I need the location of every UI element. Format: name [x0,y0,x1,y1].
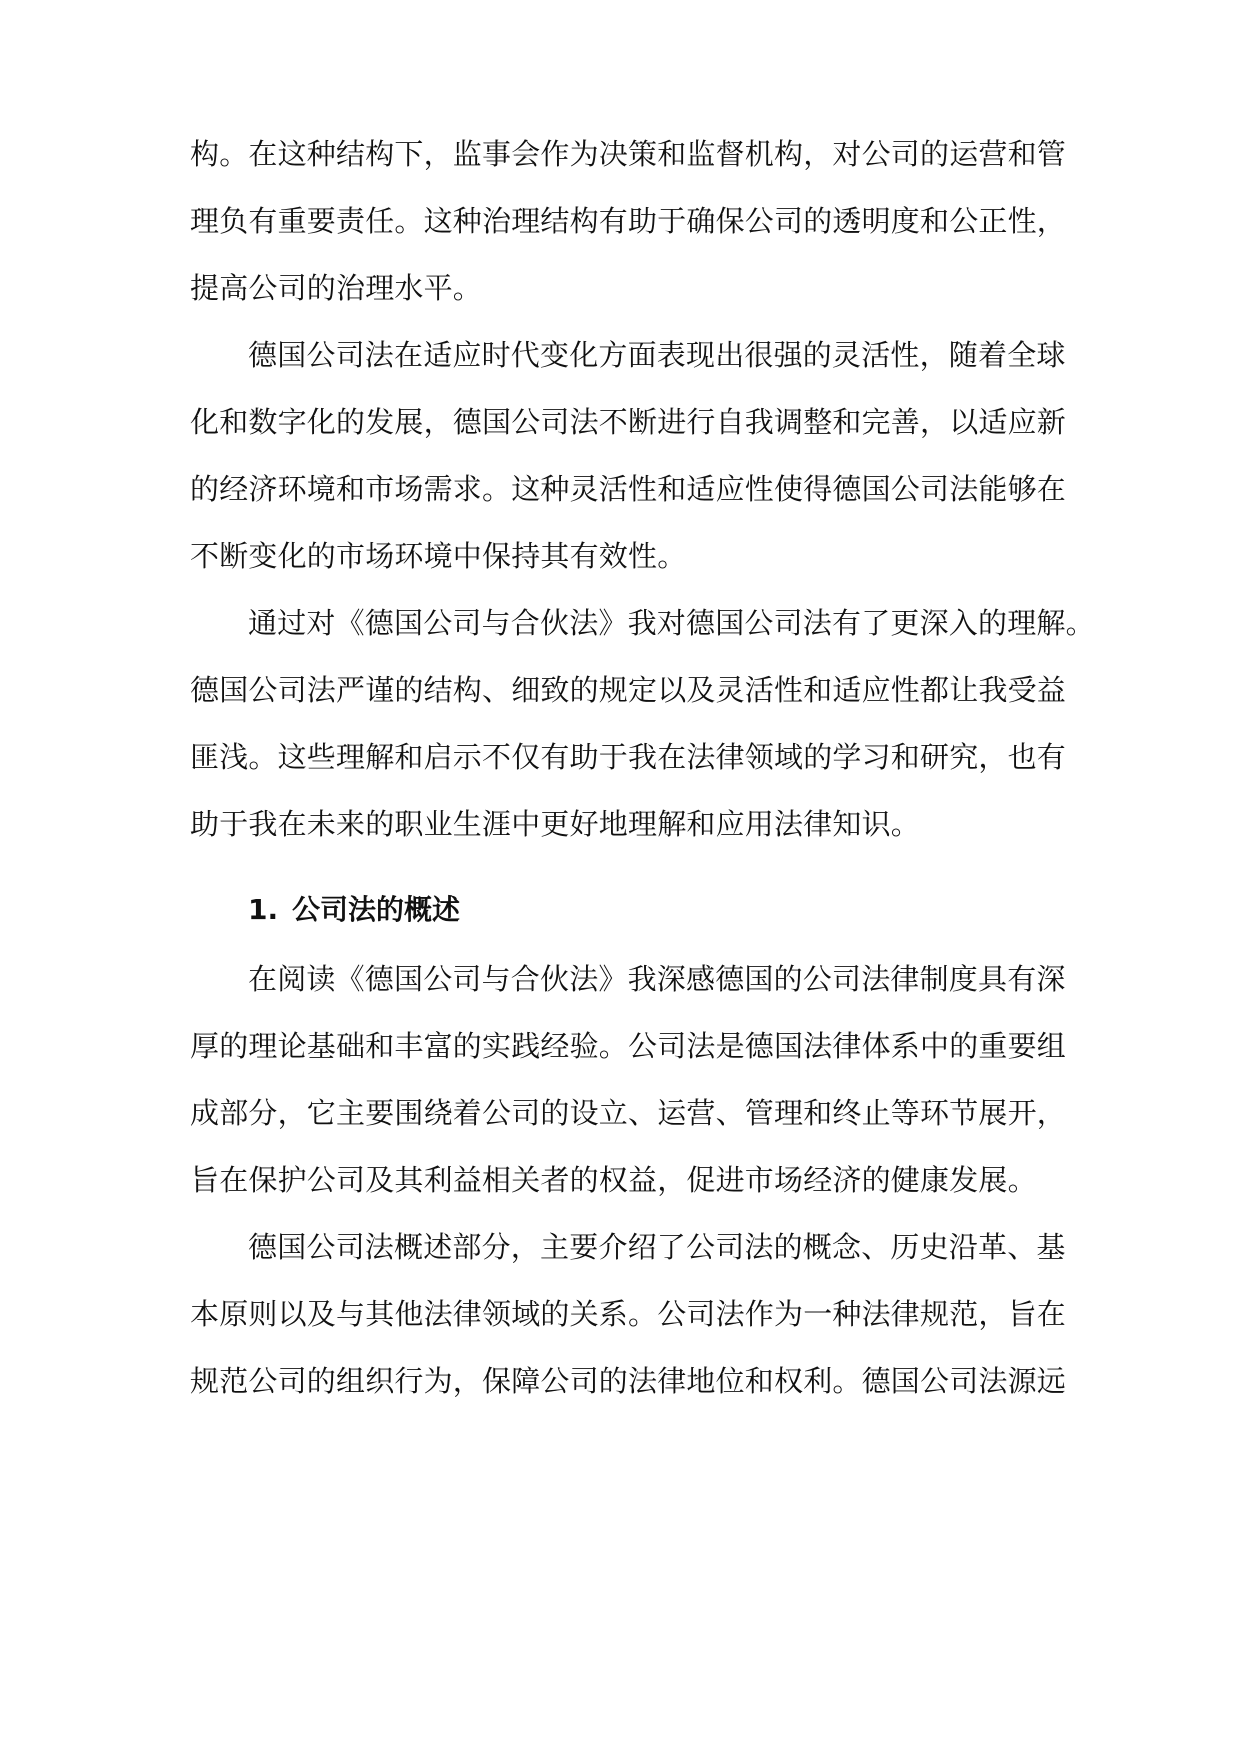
paragraph-5-line-3: 规范公司的组织行为，保障公司的法律地位和权利。德国公司法源远 [190,1364,1067,1398]
paragraph-1-line-3: 提高公司的治理水平。 [190,271,483,305]
paragraph-3-line-2: 德国公司法严谨的结构、细致的规定以及灵活性和适应性都让我受益 [190,673,1067,707]
paragraph-4-line-3: 成部分，它主要围绕着公司的设立、运营、管理和终止等环节展开， [190,1096,1067,1130]
paragraph-2-line-1: 德国公司法在适应时代变化方面表现出很强的灵活性，随着全球 [248,338,1066,372]
section-heading-title: 公司法的概述 [292,893,461,926]
paragraph-5-line-1: 德国公司法概述部分，主要介绍了公司法的概念、历史沿革、基 [248,1230,1066,1264]
paragraph-3-line-4: 助于我在未来的职业生涯中更好地理解和应用法律知识。 [190,807,921,841]
section-heading-number: 1. [248,893,279,926]
paragraph-5-line-2: 本原则以及与其他法律领域的关系。公司法作为一种法律规范，旨在 [190,1297,1067,1331]
paragraph-2-line-2: 化和数字化的发展，德国公司法不断进行自我调整和完善，以适应新 [190,405,1067,439]
paragraph-1-line-1: 构。在这种结构下，监事会作为决策和监督机构，对公司的运营和管 [190,137,1067,171]
paragraph-2-line-3: 的经济环境和市场需求。这种灵活性和适应性使得德国公司法能够在 [190,472,1067,506]
paragraph-2-line-4: 不断变化的市场环境中保持其有效性。 [190,539,687,573]
paragraph-4-line-2: 厚的理论基础和丰富的实践经验。公司法是德国法律体系中的重要组 [190,1029,1067,1063]
paragraph-4-line-1: 在阅读《德国公司与合伙法》我深感德国的公司法律制度具有深 [248,962,1066,996]
section-heading [248,890,1060,930]
paragraph-3-line-1: 通过对《德国公司与合伙法》我对德国公司法有了更深入的理解。 [248,606,1095,640]
paragraph-1-line-2: 理负有重要责任。这种治理结构有助于确保公司的透明度和公正性， [190,204,1067,238]
paragraph-4-line-4: 旨在保护公司及其利益相关者的权益，促进市场经济的健康发展。 [190,1163,1037,1197]
paragraph-3-line-3: 匪浅。这些理解和启示不仅有助于我在法律领域的学习和研究，也有 [190,740,1067,774]
